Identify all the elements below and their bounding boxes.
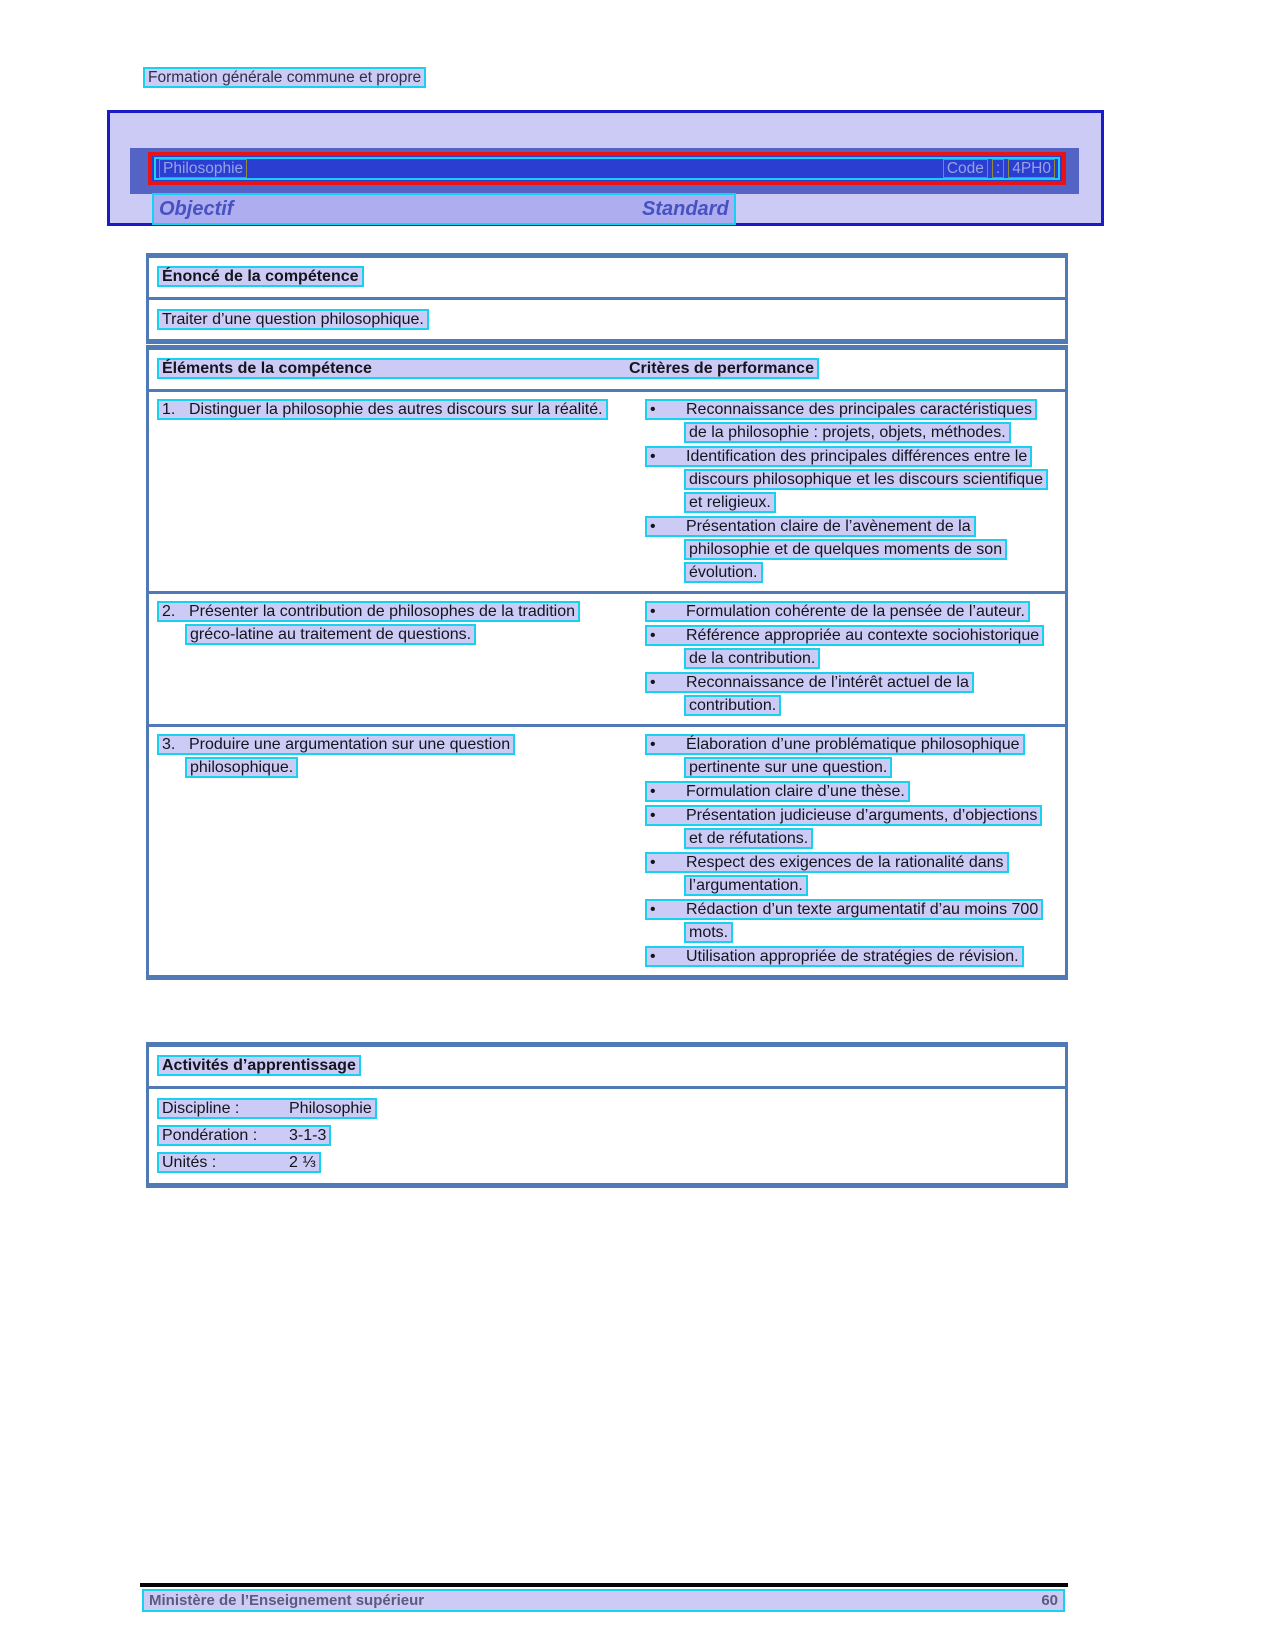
numbered-item bbox=[157, 600, 615, 646]
bullet-item bbox=[645, 398, 1045, 444]
criterion-text: Identification des principales différences entre le discours philosophique et les discours scientifique et religieux. bbox=[686, 448, 1043, 511]
bullet-item bbox=[645, 898, 1045, 944]
bullet-item bbox=[645, 671, 1045, 717]
bullet-marker: • bbox=[650, 518, 656, 535]
bullet-marker: • bbox=[650, 627, 656, 644]
element-text: Produire une argumentation sur une question philosophique. bbox=[189, 736, 511, 776]
code-value: 4PH0 bbox=[1008, 159, 1055, 178]
bullet-item bbox=[645, 851, 1045, 897]
item-number: 1. bbox=[162, 401, 176, 418]
bullet-item bbox=[645, 600, 1045, 623]
bullet-item bbox=[645, 945, 1045, 968]
page-header-text: Formation générale commune et propre bbox=[143, 67, 426, 88]
activites-body bbox=[149, 1089, 1065, 1183]
criterion-text: Formulation cohérente de la pensée de l’auteur. bbox=[686, 603, 1025, 620]
table-row bbox=[149, 724, 1065, 975]
bullet-highlight bbox=[645, 946, 1024, 967]
elements-header-highlight bbox=[157, 358, 819, 379]
bullet-highlight bbox=[645, 625, 1044, 669]
code-label: Code bbox=[943, 159, 988, 178]
bullet-item bbox=[645, 733, 1045, 779]
bullet-highlight bbox=[645, 601, 1030, 622]
bullet-highlight bbox=[645, 899, 1043, 943]
criterion-text: Reconnaissance des principales caractéristiques de la philosophie : projets, objets, méthodes. bbox=[686, 401, 1032, 441]
criterion-text: Utilisation appropriée de stratégies de révision. bbox=[686, 948, 1019, 965]
bullet-item bbox=[645, 445, 1045, 514]
bullet-item bbox=[645, 804, 1045, 850]
activites-table bbox=[146, 1042, 1068, 1188]
bullet-highlight bbox=[645, 672, 974, 716]
item-number: 2. bbox=[162, 603, 176, 620]
activites-row-highlight bbox=[157, 1098, 377, 1119]
objectif-standard-line bbox=[152, 198, 736, 221]
bullet-highlight bbox=[645, 852, 1009, 896]
activites-value: 2 ⅓ bbox=[289, 1154, 316, 1171]
footer-divider bbox=[140, 1583, 1068, 1587]
footer-bar bbox=[142, 1589, 1065, 1612]
bullet-item bbox=[645, 780, 1045, 803]
numbered-item-highlight bbox=[157, 601, 580, 645]
enonce-header: Énoncé de la compétence bbox=[157, 266, 364, 287]
bullet-highlight bbox=[645, 399, 1037, 443]
bullet-marker: • bbox=[650, 807, 656, 824]
activites-row-highlight bbox=[157, 1125, 331, 1146]
enonce-header-row bbox=[149, 258, 1065, 300]
criterion-text: Élaboration d’une problématique philosophique pertinente sur une question. bbox=[686, 736, 1020, 776]
banner-panel bbox=[107, 110, 1104, 226]
activites-row bbox=[157, 1097, 1057, 1120]
element-cell bbox=[157, 398, 645, 585]
bullet-marker: • bbox=[650, 901, 656, 918]
bullet-highlight bbox=[645, 781, 910, 802]
col2-header: Critères de performance bbox=[629, 360, 814, 377]
enonce-body: Traiter d’une question philosophique. bbox=[157, 309, 429, 330]
element-text: Présenter la contribution de philosophes de la tradition gréco-latine au traitement de questions. bbox=[189, 603, 576, 643]
numbered-item bbox=[157, 398, 615, 421]
title-line-box bbox=[154, 157, 1060, 180]
bullet-highlight bbox=[645, 734, 1025, 778]
bullet-marker: • bbox=[650, 736, 656, 753]
activites-row bbox=[157, 1151, 1057, 1174]
element-text: Distinguer la philosophie des autres discours sur la réalité. bbox=[189, 401, 603, 418]
criteria-cell bbox=[645, 398, 1045, 585]
course-code-group bbox=[943, 159, 1055, 178]
element-cell bbox=[157, 600, 645, 718]
activites-header-row bbox=[149, 1047, 1065, 1089]
criterion-text: Présentation judicieuse d’arguments, d’objections et de réfutations. bbox=[686, 807, 1038, 847]
numbered-item-highlight bbox=[157, 734, 515, 778]
bullet-marker: • bbox=[650, 448, 656, 465]
standard-label: Standard bbox=[642, 198, 729, 220]
criteria-cell bbox=[645, 600, 1045, 718]
elements-table bbox=[146, 345, 1068, 980]
criteria-cell bbox=[645, 733, 1045, 969]
bullet-marker: • bbox=[650, 603, 656, 620]
course-title-bar bbox=[148, 152, 1066, 185]
bullet-item bbox=[645, 515, 1045, 584]
item-number: 3. bbox=[162, 736, 176, 753]
bullet-marker: • bbox=[650, 948, 656, 965]
footer-page-number: 60 bbox=[1041, 1592, 1058, 1609]
table-row bbox=[149, 591, 1065, 724]
activites-value: Philosophie bbox=[289, 1100, 372, 1117]
activites-label: Unités : bbox=[162, 1154, 217, 1171]
criterion-text: Rédaction d’un texte argumentatif d’au moins 700 mots. bbox=[686, 901, 1039, 941]
criterion-text: Formulation claire d’une thèse. bbox=[686, 783, 905, 800]
activites-label: Discipline : bbox=[162, 1100, 240, 1117]
bullet-highlight bbox=[645, 805, 1042, 849]
bullet-marker: • bbox=[650, 854, 656, 871]
code-separator: : bbox=[992, 159, 1004, 178]
elements-header-row bbox=[149, 350, 1065, 392]
activites-header: Activités d’apprentissage bbox=[157, 1055, 361, 1076]
criterion-text: Référence appropriée au contexte sociohistorique de la contribution. bbox=[686, 627, 1040, 667]
element-cell bbox=[157, 733, 645, 969]
page-header-line bbox=[143, 69, 426, 87]
bullet-highlight bbox=[645, 446, 1048, 513]
objectif-standard-highlight bbox=[152, 193, 736, 225]
col1-header: Éléments de la compétence bbox=[162, 360, 372, 377]
activites-value: 3-1-3 bbox=[289, 1127, 327, 1144]
bullet-item bbox=[645, 624, 1045, 670]
bullet-marker: • bbox=[650, 401, 656, 418]
criterion-text: Respect des exigences de la rationalité dans l’argumentation. bbox=[686, 854, 1004, 894]
objectif-label: Objectif bbox=[159, 198, 234, 220]
activites-row-highlight bbox=[157, 1152, 321, 1173]
activites-label: Pondération : bbox=[162, 1127, 258, 1144]
criterion-text: Présentation claire de l’avènement de la philosophie et de quelques moments de son évolution. bbox=[686, 518, 1003, 581]
enonce-table bbox=[146, 253, 1068, 344]
footer-ministry: Ministère de l’Enseignement supérieur bbox=[149, 1592, 425, 1609]
table-row bbox=[149, 392, 1065, 591]
bullet-marker: • bbox=[650, 674, 656, 691]
bullet-marker: • bbox=[650, 783, 656, 800]
course-title: Philosophie bbox=[159, 159, 247, 178]
activites-row bbox=[157, 1124, 1057, 1147]
numbered-item-highlight bbox=[157, 399, 608, 420]
criterion-text: Reconnaissance de l’intérêt actuel de la contribution. bbox=[686, 674, 969, 714]
enonce-body-row bbox=[149, 300, 1065, 339]
bullet-highlight bbox=[645, 516, 1007, 583]
numbered-item bbox=[157, 733, 615, 779]
